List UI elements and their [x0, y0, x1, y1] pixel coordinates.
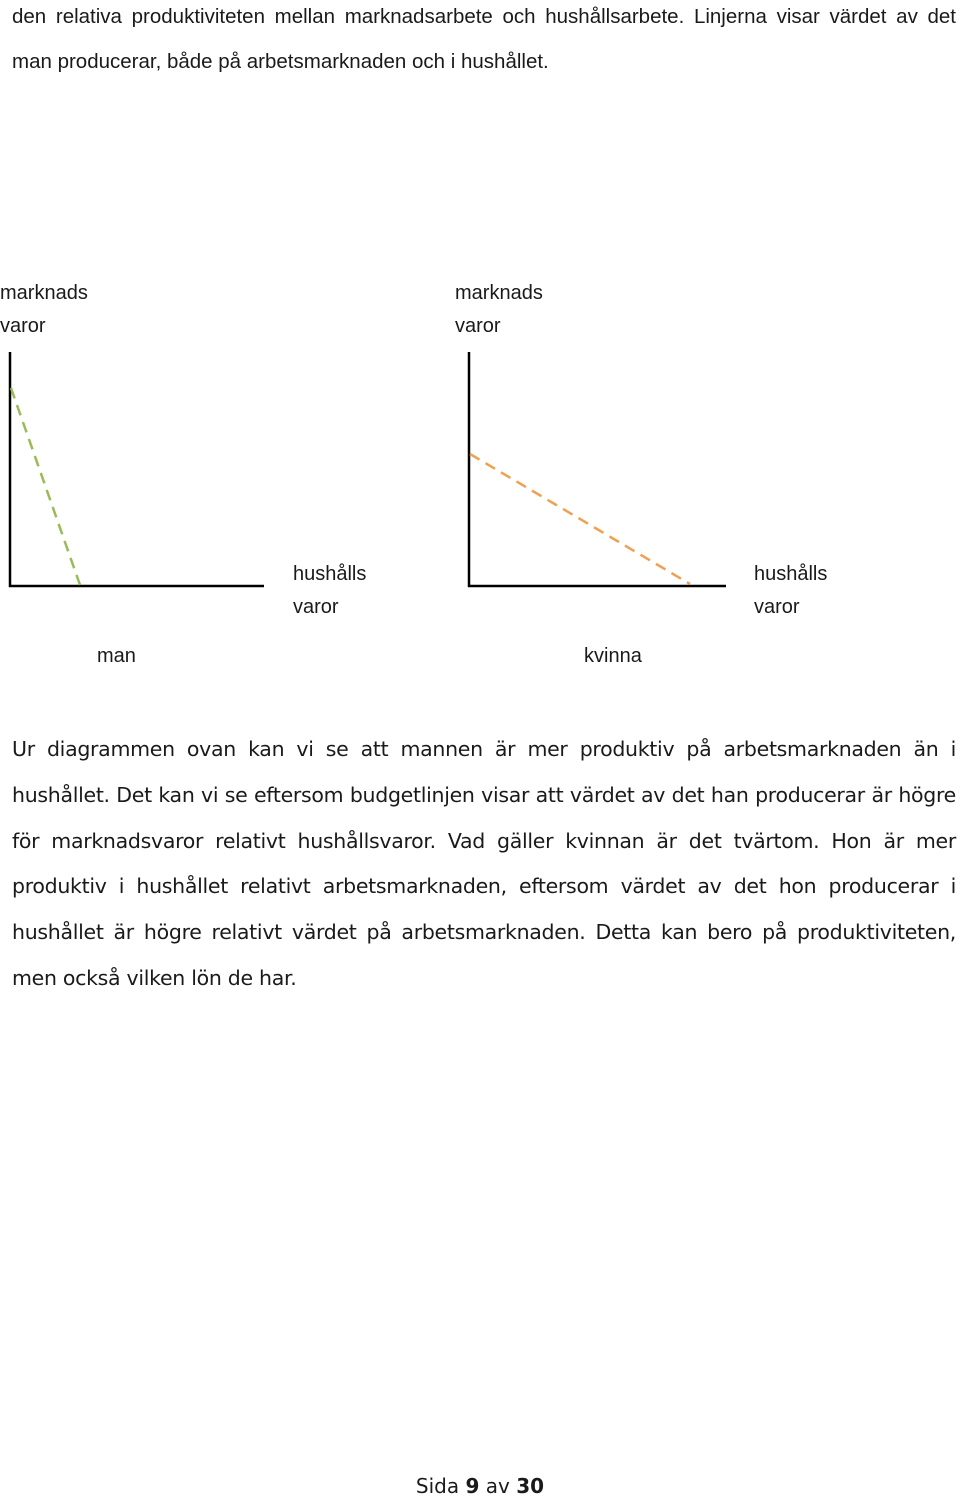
kvinna-caption: kvinna	[584, 645, 642, 667]
footer-page-number: 9	[465, 1474, 480, 1498]
footer-prefix: Sida	[415, 1474, 460, 1498]
man-y-axis-label-line1: marknads	[0, 282, 88, 304]
body-paragraph	[12, 727, 956, 1002]
kvinna-y-axis-label-line2: varor	[455, 315, 501, 337]
man-x-axis-label-line1: hushålls	[293, 563, 367, 585]
man-x-axis-label-line2: varor	[293, 596, 339, 618]
budget-line-diagrams	[0, 340, 960, 600]
intro-paragraph	[12, 0, 956, 84]
kvinna-x-axis-label-line2: varor	[754, 596, 800, 618]
kvinna-y-axis-label-line1: marknads	[455, 282, 543, 304]
kvinna-x-axis-label-line1: hushålls	[754, 563, 828, 585]
intro-text: den relativa produktiviteten mellan marknadsarbete och hushållsarbete. Linjerna visar värdet av det man producerar, både på arbetsmarknaden och i hushållet.	[12, 5, 956, 73]
man-y-axis-label-line2: varor	[0, 315, 46, 337]
man-budget-line	[11, 388, 80, 585]
footer-separator: av	[485, 1474, 510, 1498]
man-diagram	[9, 352, 264, 587]
kvinna-diagram	[468, 352, 726, 587]
man-caption: man	[97, 645, 136, 667]
body-text: Ur diagrammen ovan kan vi se att mannen är mer produktiv på arbetsmarknaden än i hushållet. Det kan vi se eftersom budgetlinjen visar att värdet av det han producerar är högre för marknadsvaror relativt hushållsvaror. Vad gäller kvinnan är det tvärtom. Hon är mer produktiv i hushållet relativt arbetsmarknaden, eftersom värdet av det hon producerar i hushållet är högre relativt värdet på arbetsmarknaden. Detta kan bero på produktiviteten, men också vilken lön de har.	[12, 737, 956, 990]
footer-total-pages: 30	[516, 1474, 545, 1498]
kvinna-budget-line	[470, 454, 690, 584]
